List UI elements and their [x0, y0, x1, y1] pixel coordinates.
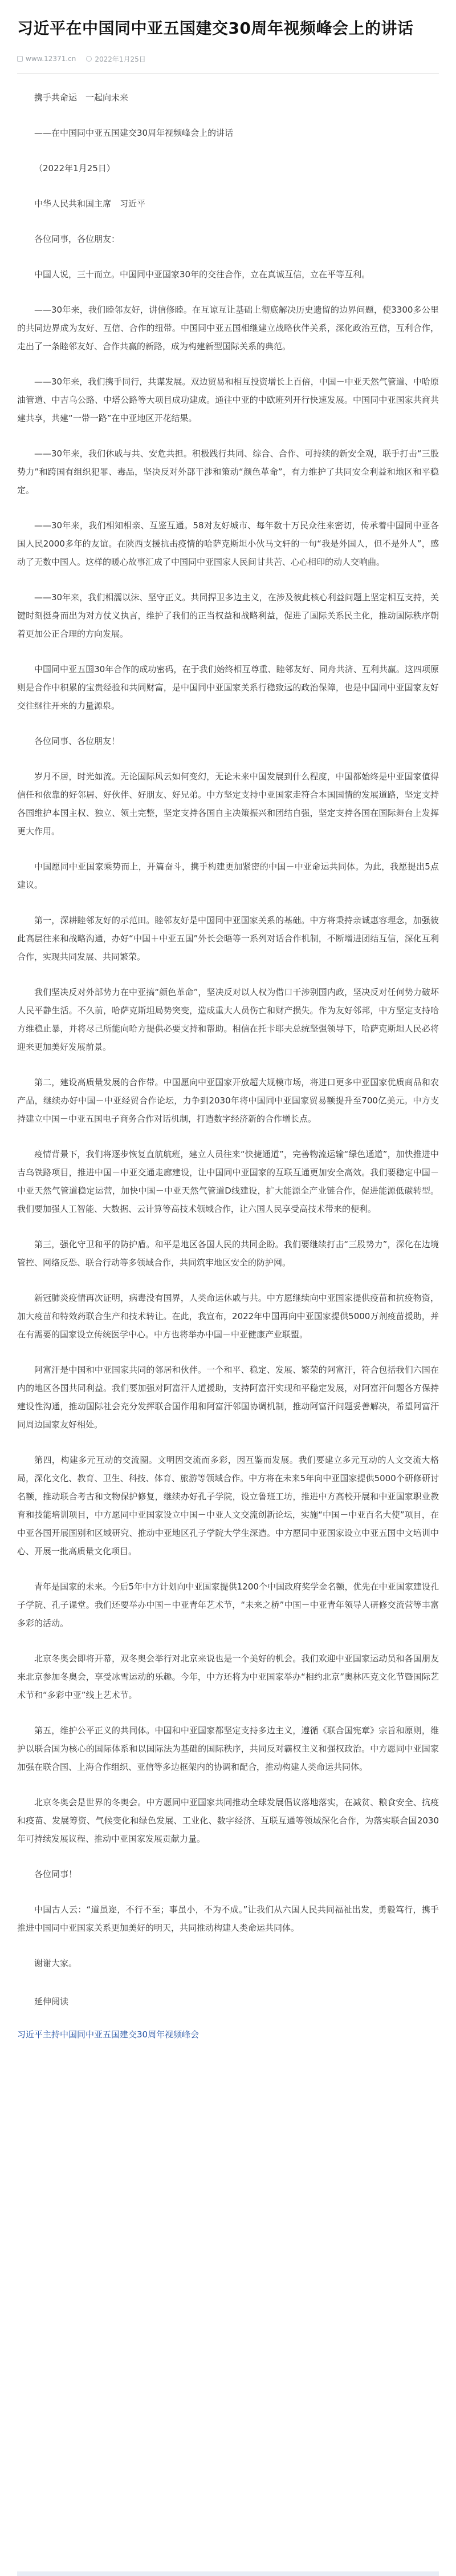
article-paragraph: 北京冬奥会是世界的冬奥会。中方愿同中亚国家共同推动全球发展倡议落地落实，在减贫、粮食安全、抗疫和疫苗、发展筹资、气候变化和绿色发展、工业化、数字经济、互联互通等领域深化合作，为落实联合国2030年可持续发展议程、推动中亚国家发展贡献力量。 — [17, 1797, 439, 1844]
article-paragraph: （2022年1月25日） — [34, 163, 115, 173]
article-paragraph: 各位同事，各位朋友： — [34, 234, 120, 244]
source-icon — [17, 56, 23, 62]
article-paragraph: 中国古人云：“道虽迩，不行不至；事虽小，不为不成。”让我们从六国人民共同福祉出发，勇毅笃行，携手推进中国同中亚国家关系更加美好的明天，共同推动构建人类命运共同体。 — [17, 1904, 439, 1933]
article-date: 2022年1月25日 — [95, 55, 146, 63]
clock-icon — [86, 56, 92, 62]
article-paragraph: 谢谢大家。 — [34, 1958, 78, 1968]
article-paragraph: 岁月不居，时光如流。无论国际风云如何变幻，无论未来中国发展到什么程度，中国都始终是中亚国家值得信任和依靠的好邻居、好伙伴、好朋友、好兄弟。中方坚定支持中亚国家走符合本国国情的发展道路，坚定支持各国维护本国主权、独立、领土完整，坚定支持各国自主决策振兴和团结自强，坚定支持各国在国际舞台上发挥更大作用。 — [17, 771, 439, 836]
article-paragraph: 第二，建设高质量发展的合作带。中国愿向中亚国家开放超大规模市场，将进口更多中亚国家优质商品和农产品，继续办好中国－中亚经贸合作论坛，力争到2030年将中国同中亚国家贸易额提升至700亿美元。中方支持建立中国－中亚五国电子商务合作对话机制，打造数字经济新的合作增长点。 — [17, 1077, 439, 1124]
article-paragraph: ——30年来，我们相濡以沫、坚守正义。共同捍卫多边主义，在涉及彼此核心利益问题上坚定相互支持，关键时刻挺身而出为对方仗义执言，维护了我们的正当权益和战略利益，促进了国际关系民主化，推动国际秩序朝着更加公正合理的方向发展。 — [17, 592, 439, 639]
article-paragraph: 中国人说，三十而立。中国同中亚国家30年的交往合作，立在真诚互信，立在平等互利。 — [34, 269, 370, 280]
article-paragraph: 北京冬奥会即将开幕，双冬奥会举行对北京来说也是一个美好的机会。我们欢迎中亚国家运动员和各国朋友来北京参加冬奥会，享受冰雪运动的乐趣。今年，中方还将为中亚国家举办“相约北京”奥林匹克文化节暨国际艺术节和“多彩中亚”线上艺术节。 — [17, 1653, 439, 1700]
article-paragraph: 我们坚决反对外部势力在中亚搞“颜色革命”，坚决反对以人权为借口干涉别国内政，坚决反对任何势力破坏人民平静生活。不久前，哈萨克斯坦局势突变，造成重大人员伤亡和财产损失。作为友好邻邦，中方坚定支持哈方维稳止暴，并将尽己所能向哈方提供必要支持和帮助。相信在托卡耶夫总统坚强领导下，哈萨克斯坦人民必将迎来更加美好发展前景。 — [17, 987, 439, 1052]
extended-reading-title: 延伸阅读 — [34, 1996, 69, 2007]
extended-reading-bar — [17, 2571, 439, 2576]
article-paragraph: 疫情背景下，我们将逐步恢复直航航班，建立人员往来“快捷通道”，完善物流运输“绿色通道”，加快推进中吉乌铁路项目，推进中国－中亚交通走廊建设，让中国同中亚国家的互联互通更加安全高效。我们要稳定中国－中亚天然气管道稳定运营，加快中国－中亚天然气管道D线建设，扩大能源全产业链合作，促进能源低碳转型。我们要加强人工智能、大数据、云计算等高技术领域合作，让六国人民享受高技术带来的便利。 — [17, 1149, 439, 1214]
article-paragraph: 中国同中亚五国30年合作的成功密码，在于我们始终相互尊重、睦邻友好、同舟共济、互利共赢。这四项原则是合作中积累的宝贵经验和共同财富，是中国同中亚国家关系行稳致远的政治保障，也是中国同中亚国家友好交往继往开来的力量源泉。 — [17, 664, 439, 711]
article-paragraph: 携手共命运 一起向未来 — [34, 92, 129, 103]
article-paragraph: 中华人民共和国主席 习近平 — [34, 199, 146, 209]
article-paragraph: 第一，深耕睦邻友好的示范田。睦邻友好是中国同中亚国家关系的基础。中方将秉持亲诚惠容理念，加强彼此高层往来和战略沟通，办好“中国＋中亚五国”外长会晤等一系列对话合作机制，不断增进团结互信，深化互利合作，实现共同发展、共同繁荣。 — [17, 915, 439, 962]
article-paragraph: 青年是国家的未来。今后5年中方计划向中亚国家提供1200个中国政府奖学金名额，优先在中亚国家建设孔子学院、孔子课堂。我们还要举办中国－中亚青年艺术节，“未来之桥”中国－中亚青年领导人研修交流营等丰富多彩的活动。 — [17, 1582, 439, 1628]
article-paragraph: 新冠肺炎疫情再次证明，病毒没有国界，人类命运休戚与共。中方愿继续向中亚国家提供疫苗和抗疫物资，加大疫苗和特效药联合生产和技术转让。在此，我宣布，2022年中国再向中亚国家提供5000万剂疫苗援助，并在有需要的国家设立传统医学中心。中方也将举办中国－中亚健康产业联盟。 — [17, 1293, 439, 1340]
article-paragraph: ——在中国同中亚五国建交30周年视频峰会上的讲话 — [34, 128, 234, 138]
title-divider — [17, 73, 439, 74]
article-source[interactable]: www.12371.cn — [26, 55, 76, 63]
article-paragraph: 各位同事！ — [34, 1869, 78, 1879]
article-paragraph: ——30年来，我们睦邻友好，讲信修睦。在互谅互让基础上彻底解决历史遗留的边界问题，使3300多公里的共同边界成为友好、互信、合作的纽带。中国同中亚五国相继建立战略伙伴关系，深化政治互信，互利合作，走出了一条睦邻友好、合作共赢的新路，成为构建新型国际关系的典范。 — [17, 305, 439, 351]
article-paragraph: 第三，强化守卫和平的防护盾。和平是地区各国人民的共同企盼。我们要继续打击“三股势力”，深化在边境管控、网络反恐、联合行动等多领域合作，共同筑牢地区安全的防护网。 — [17, 1239, 439, 1268]
article-paragraph: 阿富汗是中国和中亚国家共同的邻居和伙伴。一个和平、稳定、发展、繁荣的阿富汗，符合包括我们六国在内的地区各国共同利益。我们要加强对阿富汗人道援助，支持阿富汗实现和平稳定发展，对阿富汗问题各方保持建设性沟通，推动国际社会充分发挥联合国作用和阿富汗邻国协调机制，推动阿富汗问题妥善解决，希望阿富汗同周边国家友好相处。 — [17, 1365, 439, 1430]
article-paragraph: 第四，构建多元互动的交流圈。文明因交流而多彩，因互鉴而发展。我们要建立多元互动的人文交流大格局，深化文化、教育、卫生、科技、体育、旅游等领域合作。中方将在未来5年向中亚国家提供5000个研修研讨名额，推动联合考古和文物保护修复，继续办好孔子学院，设立鲁班工坊，推进中方高校开展和中亚国家职业教育和技能培训项目，中方愿同中亚国家设立中国－中亚人文交流创新论坛，实施“中国－中亚百名大使”项目，在中亚各国开展国别和区域研究、推动中亚地区孔子学院大学生深造。中方愿同中亚国家设立中亚五国中文培训中心、开展一批高质量文化项目。 — [17, 1455, 439, 1556]
extended-reading-link[interactable]: 习近平主持中国同中亚五国建交30周年视频峰会 — [17, 2029, 199, 2040]
article-body — [17, 88, 439, 2043]
article-paragraph: ——30年来，我们相知相亲、互鉴互通。58对友好城市、每年数十万民众往来密切，传承着中国同中亚各国人民2000多年的友谊。在陕西支援抗击疫情的哈萨克斯坦小伙马文轩的一句“我是外国人，但不是外人”，感动了无数中国人。这样的暖心故事汇成了中国同中亚国家人民间甘共苦、心心相印的动人交响曲。 — [17, 520, 439, 567]
article-paragraph: ——30年来，我们携手同行，共谋发展。双边贸易和相互投资增长上百倍，中国－中亚天然气管道、中哈原油管道、中吉乌公路、中塔公路等大项目成功建成。通往中亚的中欧班列开行快速发展。中国同中亚国家共商共建共享，共建“一带一路”在中亚地区开花结果。 — [17, 377, 439, 423]
article-paragraph: 中国愿同中亚国家乘势而上，开篇奋斗，携手构建更加紧密的中国－中亚命运共同体。为此，我愿提出5点建议。 — [17, 862, 439, 890]
article-title: 习近平在中国同中亚五国建交30周年视频峰会上的讲话 — [17, 19, 414, 38]
article-meta — [17, 50, 439, 67]
article-paragraph: ——30年来，我们休戚与共、安危共担。积极践行共同、综合、合作、可持续的新安全观，联手打击“三股势力”和跨国有组织犯罪、毒品，坚决反对外部干涉和策动“颜色革命”，有力维护了共同安全利益和地区和平稳定。 — [17, 448, 439, 495]
article-paragraph: 各位同事、各位朋友！ — [34, 736, 120, 746]
article-paragraph: 第五，维护公平正义的共同体。中国和中亚国家都坚定支持多边主义，遵循《联合国宪章》宗旨和原则，维护以联合国为核心的国际体系和以国际法为基础的国际秩序，共同反对霸权主义和强权政治。中方愿同中亚国家加强在联合国、上海合作组织、亚信等多边框架内的协调和配合，推动构建人类命运共同体。 — [17, 1725, 439, 1772]
